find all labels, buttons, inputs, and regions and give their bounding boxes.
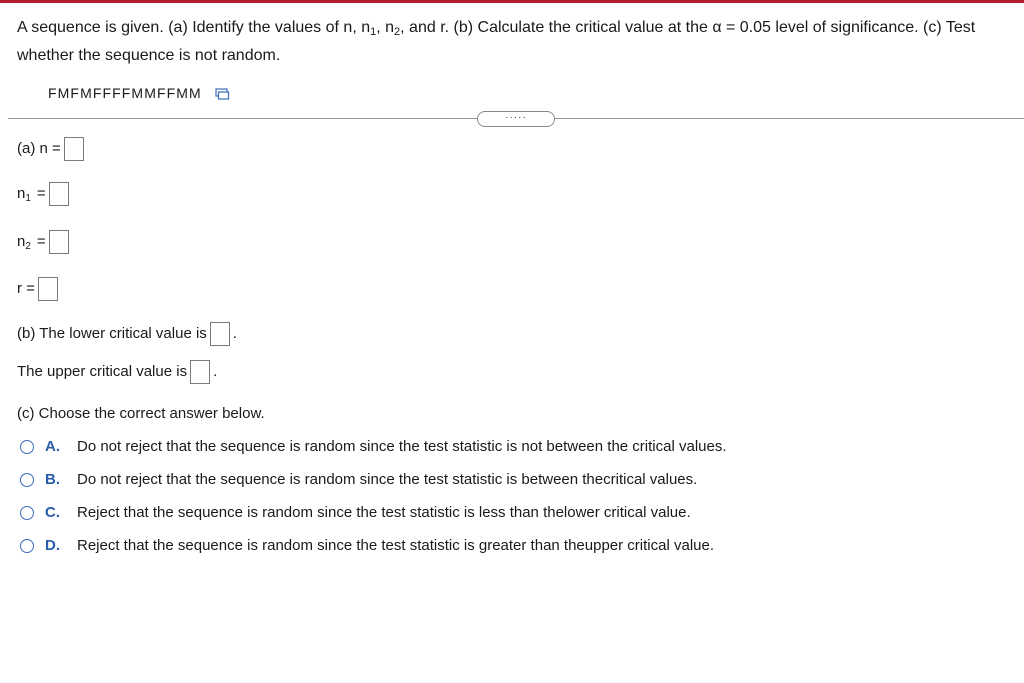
lower-critical-label: (b) The lower critical value is <box>17 325 207 342</box>
n2-equals: = <box>36 233 46 250</box>
question-part-2: , n <box>376 19 395 36</box>
upper-critical-row <box>17 360 217 384</box>
option-b[interactable] <box>20 470 697 490</box>
radio-button-a[interactable] <box>20 440 34 454</box>
r-row <box>17 277 58 301</box>
option-d-letter: D. <box>45 537 60 554</box>
n-label: (a) n = <box>17 140 61 157</box>
n1-row <box>17 182 69 206</box>
r-input[interactable] <box>38 277 58 301</box>
option-b-text: Do not reject that the sequence is random since the test statistic is between thecritical values. <box>77 471 698 488</box>
option-d[interactable] <box>20 536 714 556</box>
copy-data-icon[interactable] <box>215 86 230 98</box>
n1-input[interactable] <box>49 182 69 206</box>
upper-period: . <box>213 363 218 380</box>
question-text <box>17 14 1017 70</box>
n1-equals: = <box>36 185 46 202</box>
n2-input[interactable] <box>49 230 69 254</box>
option-c-letter: C. <box>45 504 60 521</box>
question-subscript-1: 1 <box>370 26 377 38</box>
question-part-1: A sequence is given. (a) Identify the values of n, n <box>17 19 371 36</box>
expand-button[interactable]: ····· <box>477 111 555 127</box>
lower-critical-row <box>17 322 237 346</box>
question-subscript-2: 2 <box>394 26 401 38</box>
lower-critical-input[interactable] <box>210 322 230 346</box>
n1-label: $n_1$ <box>17 185 31 204</box>
option-a-text: Do not reject that the sequence is random since the test statistic is not between the critical values. <box>77 438 727 455</box>
n2-label: $n_2$ <box>17 233 31 252</box>
lower-period: . <box>232 325 237 342</box>
sequence-text: FMFMFFFFMMFFMM <box>48 85 202 101</box>
top-accent-bar <box>0 0 1024 3</box>
upper-critical-label: The upper critical value is <box>17 363 188 380</box>
radio-button-d[interactable] <box>20 539 34 553</box>
option-a[interactable] <box>20 437 727 457</box>
sequence-row <box>48 84 230 102</box>
option-c[interactable] <box>20 503 691 523</box>
option-d-text: Reject that the sequence is random since the test statistic is greater than theupper critical value. <box>77 537 715 554</box>
n-row <box>17 137 84 161</box>
n2-row <box>17 230 69 254</box>
option-a-letter: A. <box>45 438 60 455</box>
radio-button-b[interactable] <box>20 473 34 487</box>
option-b-letter: B. <box>45 471 60 488</box>
r-label: r = <box>17 280 35 297</box>
upper-critical-input[interactable] <box>190 360 210 384</box>
n-input[interactable] <box>64 137 84 161</box>
question-part-3: , and r. (b) Calculate the critical value at the α = 0.05 level of significance. (c) Test whether the sequence is not random. <box>17 19 976 64</box>
option-c-text: Reject that the sequence is random since the test statistic is less than thelower critical value. <box>77 504 691 521</box>
part-c-prompt: (c) Choose the correct answer below. <box>17 405 265 422</box>
radio-button-c[interactable] <box>20 506 34 520</box>
